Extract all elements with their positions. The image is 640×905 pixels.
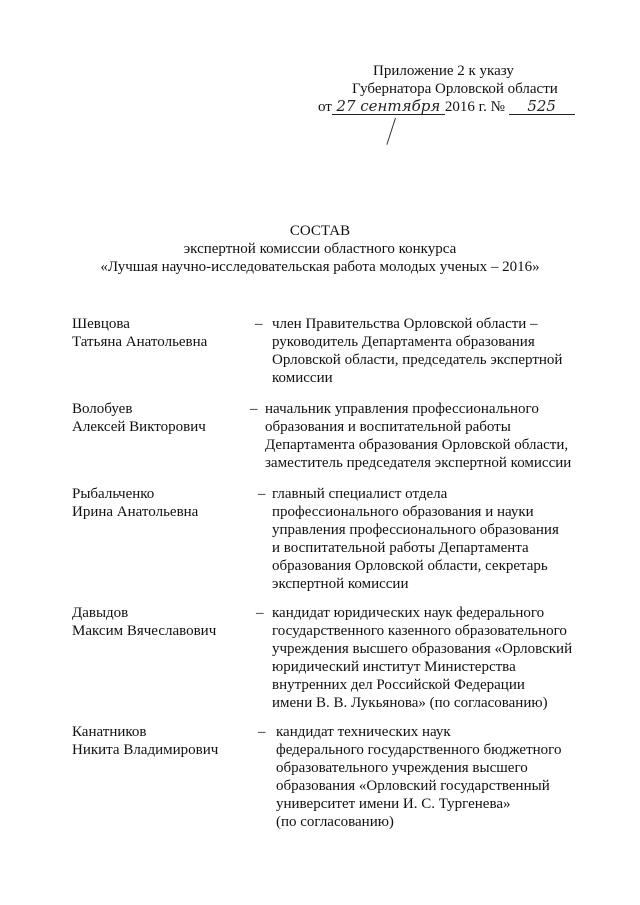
member-name: Давыдов Максим Вячеславович xyxy=(72,605,217,639)
member-dash: – xyxy=(256,605,264,621)
handwritten-number: 525 xyxy=(509,98,575,115)
member-dash: – xyxy=(258,486,266,502)
date-prefix: от xyxy=(318,99,332,115)
member-dash: – xyxy=(255,316,263,332)
member-name: Канатников Никита Владимирович xyxy=(72,724,219,758)
annex-line-1: Приложение 2 к указу xyxy=(373,63,514,79)
member-role: член Правительства Орловской области – руководитель Департамента образования Орловской области, председатель экспертной комиссии xyxy=(272,316,563,386)
member-name: Шевцова Татьяна Анатольевна xyxy=(72,316,208,350)
member-name: Волобуев Алексей Викторович xyxy=(72,401,206,435)
annex-line-2: Губернатора Орловской области xyxy=(352,81,558,97)
member-name: Рыбальченко Ирина Анатольевна xyxy=(72,486,199,520)
document-subtitle-2: «Лучшая научно-исследовательская работа молодых ученых – 2016» xyxy=(100,259,540,275)
document-subtitle-1: экспертной комиссии областного конкурса xyxy=(183,241,457,257)
handwritten-date: 27 сентября xyxy=(332,98,445,115)
decree-date-line xyxy=(318,98,575,116)
signature-stroke xyxy=(386,118,396,145)
member-role: кандидат юридических наук федерального государственного казенного образовательного учреждения высшего образования «Орловский юридический институт Министерства внутренних дел Российской Федерации имени В. В. Лукьянова» (по согласованию) xyxy=(272,605,573,711)
member-dash: – xyxy=(258,724,266,740)
document-title: СОСТАВ xyxy=(289,223,351,239)
member-dash: – xyxy=(250,401,258,417)
member-role: кандидат технических наук федерального государственного бюджетного образовательного учреждения высшего образования «Орловский государственный университет имени И. С. Тургенева» (по согласованию) xyxy=(276,724,562,830)
decree-year: 2016 г. № xyxy=(444,99,505,115)
member-role: начальник управления профессионального образования и воспитательной работы Департамента образования Орловской области, заместитель председателя экспертной комиссии xyxy=(265,401,572,471)
member-role: главный специалист отдела профессионального образования и науки управления профессионального образования и воспитательной работы Департамента образования Орловской области, секретарь экспертной комиссии xyxy=(272,486,559,592)
